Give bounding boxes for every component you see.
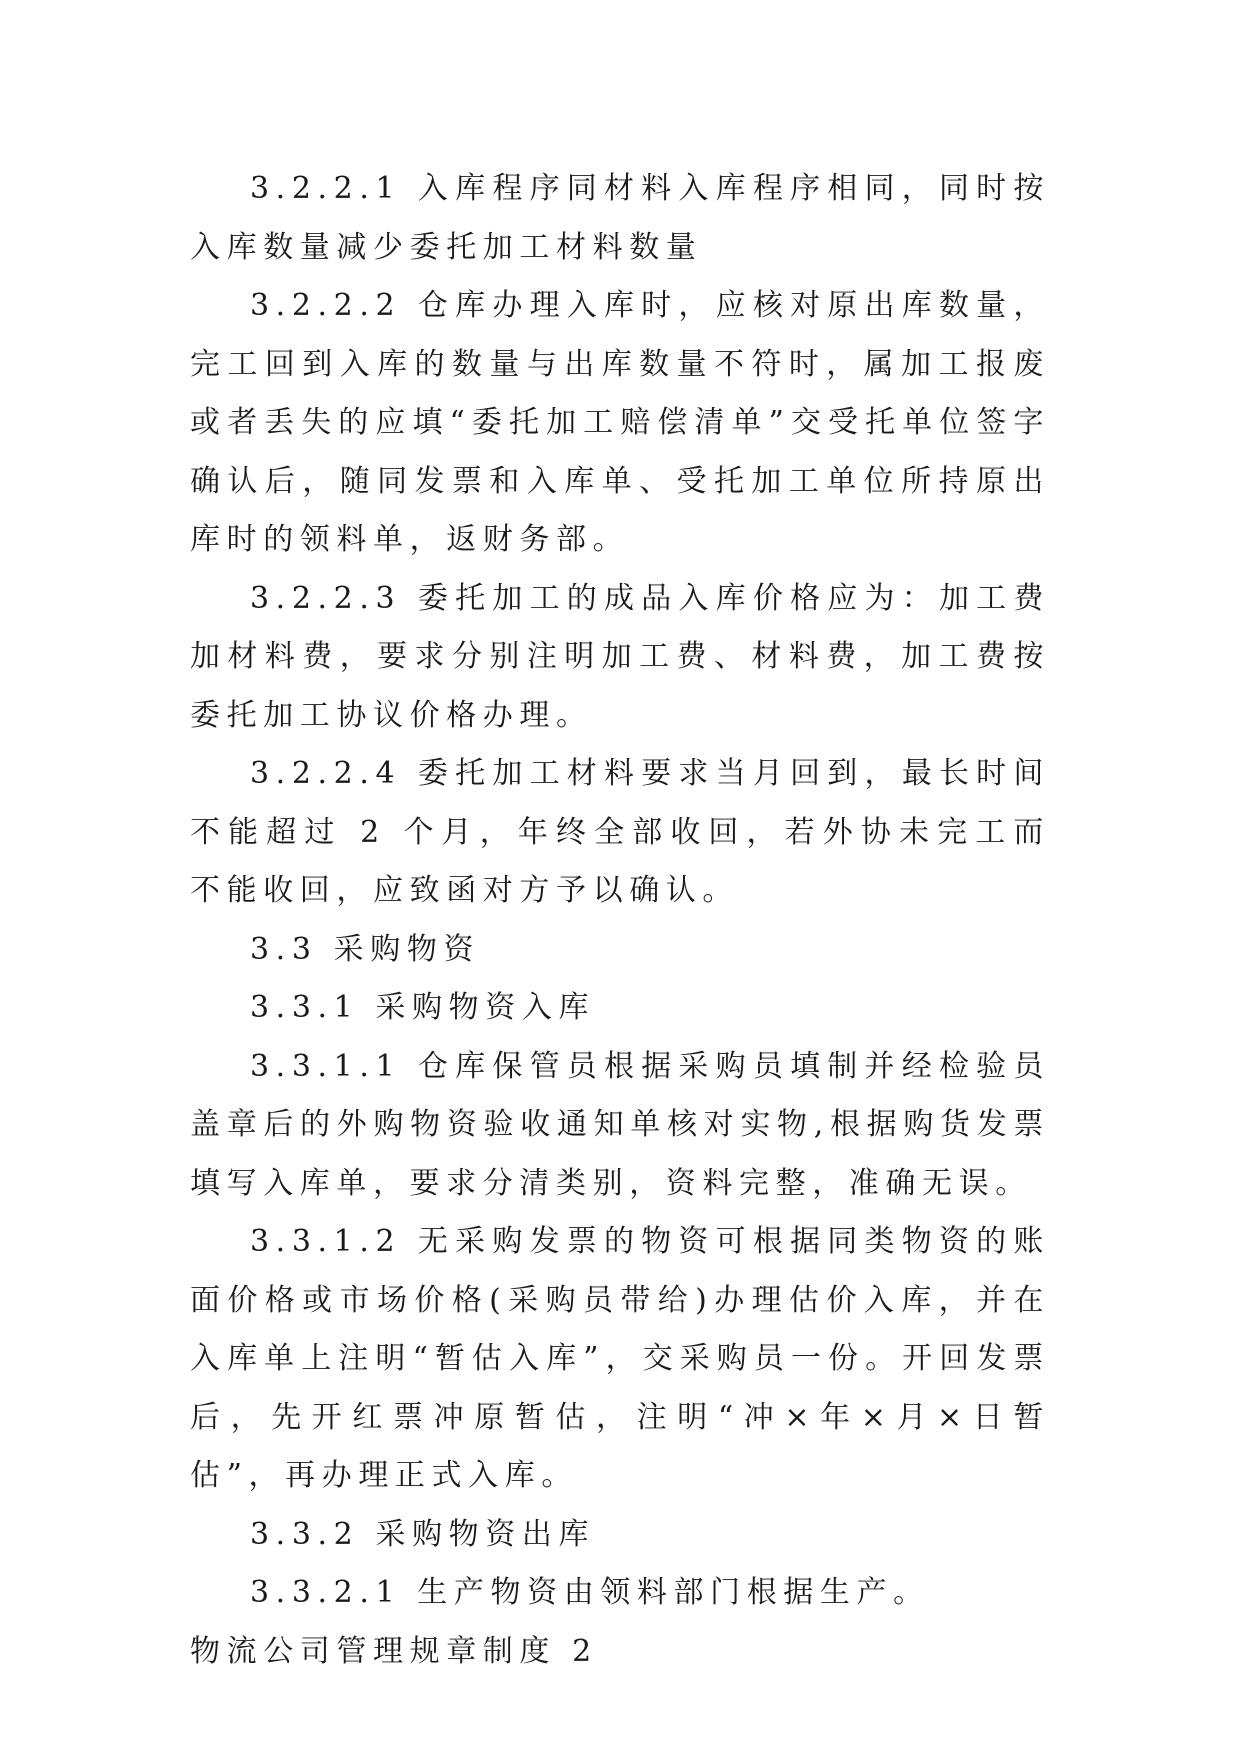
paragraph-3-3-2-1: 3.3.2.1 生产物资由领料部门根据生产。 — [250, 1575, 930, 1610]
paragraph-3-2-2-4: 3.2.2.4 委托加工材料要求当月回到，最长时间不能超过 2 个月，年终全部收回，若外协未完工而不能收回，应致函对方予以确认。 — [190, 756, 1050, 908]
document-body — [190, 160, 1050, 1681]
paragraph-3-2-2-1: 3.2.2.1 入库程序同材料入库程序相同，同时按入库数量减少委托加工材料数量 — [190, 171, 1050, 265]
paragraph-3-2-2-2: 3.2.2.2 仓库办理入库时，应核对原出库数量，完工回到入库的数量与出库数量不符时，属加工报废或者丢失的应填“委托加工赔偿清单”交受托单位签字确认后，随同发票和入库单、受托加工单位所持原出库时的领料单，返财务部。 — [190, 288, 1050, 557]
paragraph-3-3-1-1: 3.3.1.1 仓库保管员根据采购员填制并经检验员盖章后的外购物资验收通知单核对实物,根据购货发票填写入库单，要求分清类别，资料完整，准确无误。 — [190, 1048, 1050, 1201]
paragraph-3-3-1-2: 3.3.1.2 无采购发票的物资可根据同类物资的账面价格或市场价格(采购员带给)办理估价入库，并在入库单上注明“暂估入库”，交采购员一份。开回发票后，先开红票冲原暂估，注明“冲×年×月×日暂估”，再办理正式入库。 — [190, 1224, 1050, 1493]
section-heading-3-3-2: 3.3.2 采购物资出库 — [250, 1516, 596, 1552]
paragraph-3-2-2-3: 3.2.2.3 委托加工的成品入库价格应为：加工费加材料费，要求分别注明加工费、材料费，加工费按委托加工协议价格办理。 — [190, 580, 1050, 733]
section-heading-3-3-1: 3.3.1 采购物资入库 — [250, 990, 596, 1025]
closing-title: 物流公司管理规章制度 2 — [190, 1633, 598, 1669]
section-heading-3-3: 3.3 采购物资 — [250, 931, 481, 967]
